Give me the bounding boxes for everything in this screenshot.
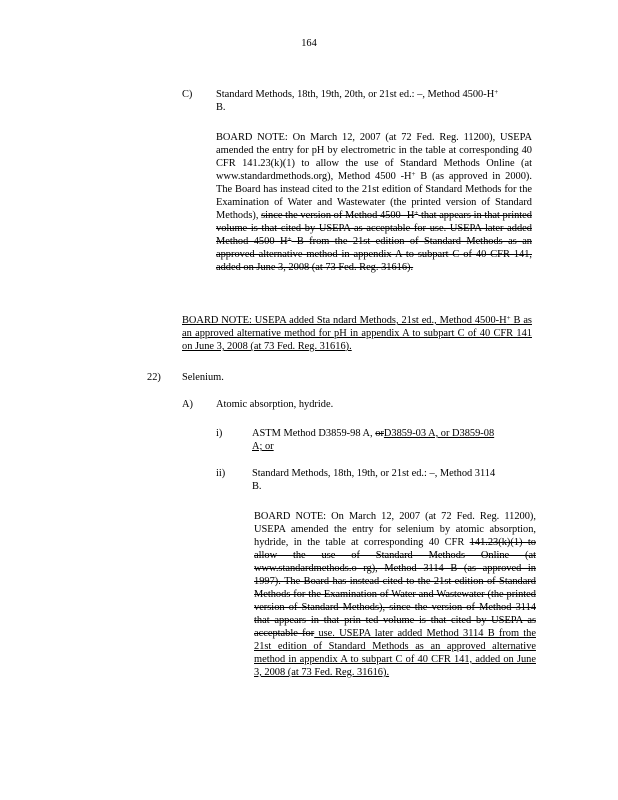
item-i-text: ASTM Method D3859-98 A, orD3859-03 A, or D3859-08 A; or (252, 428, 495, 452)
item-ii-text: Standard Methods, 18th, 19th, or 21st ed.: –, Method 3114 B. (252, 468, 496, 492)
board-note-selenium: BOARD NOTE: On March 12, 2007 (at 72 Fed. Reg. 11200), USEPA amended the entry for selenium by atomic absorption, hydride, in the table at corresponding 40 CFR 141.23(k)(1) to allow the use of Standard Methods Online (at www.standardmethods.o rg), Method 3114 B (as approved in 1997). The Board has instead cited to the 21st edition of Standard Methods for the Examination of Water and Wastewater (the printed version of Standard Methods), since the version of Method 3114 that appears in that prin ted volume is that cited by USEPA as acceptable for use. USEPA later added Method 3114 B from the 21st edition of Standard Methods as an approved alternative method in appendix A to subpart C of 40 CFR 141, added on June 3, 2008 (at 73 Fed. Reg. 31616). (254, 511, 536, 678)
item-a-text: Atomic absorption, hydride. (216, 399, 334, 410)
board-note-ph-amendment: BOARD NOTE: On March 12, 2007 (at 72 Fed. Reg. 11200), USEPA amended the entry for pH by electrometric in the table at corresponding 40 CFR 141.23(k)(1) to allow the use of Standard Methods Online (at www.standardmethods.org), Method 4500 -H+ B (as approved in 2000). The Board has instead cited to the 21st edition of Standard Methods for the Examination of Water and Wastewater (the printed version of Standard Methods), since the version of Method 4500 -H+ that appears in that printed volume is that cited by USEPA as acceptable for use. USEPA later added Method 4500 H+ B from the 21st edition of Standard Methods as an approved alternative method in appendix A to subpart C of 40 CFR 141, added on June 3, 2008 (at 73 Fed. Reg. 31616). (216, 132, 532, 273)
board-note-ph-added: BOARD NOTE: USEPA added Sta ndard Methods, 21st ed., Method 4500-H+ B as an approved alternative method for pH in appendix A to subpart C of 40 CFR 141 on June 3, 2008 (at 73 Fed. Reg. 31616). (182, 314, 532, 352)
page-number: 164 (301, 38, 317, 49)
item-c-text: Standard Methods, 18th, 19th, 20th, or 21st ed.: –, Method 4500-H+ B. (216, 88, 499, 113)
item-i-label: i) (216, 428, 223, 439)
item-22-label: 22) (147, 372, 161, 383)
item-c-label: C) (182, 89, 193, 100)
item-a-label: A) (182, 399, 193, 410)
item-22-text: Selenium. (182, 372, 224, 383)
item-ii-label: ii) (216, 468, 226, 479)
